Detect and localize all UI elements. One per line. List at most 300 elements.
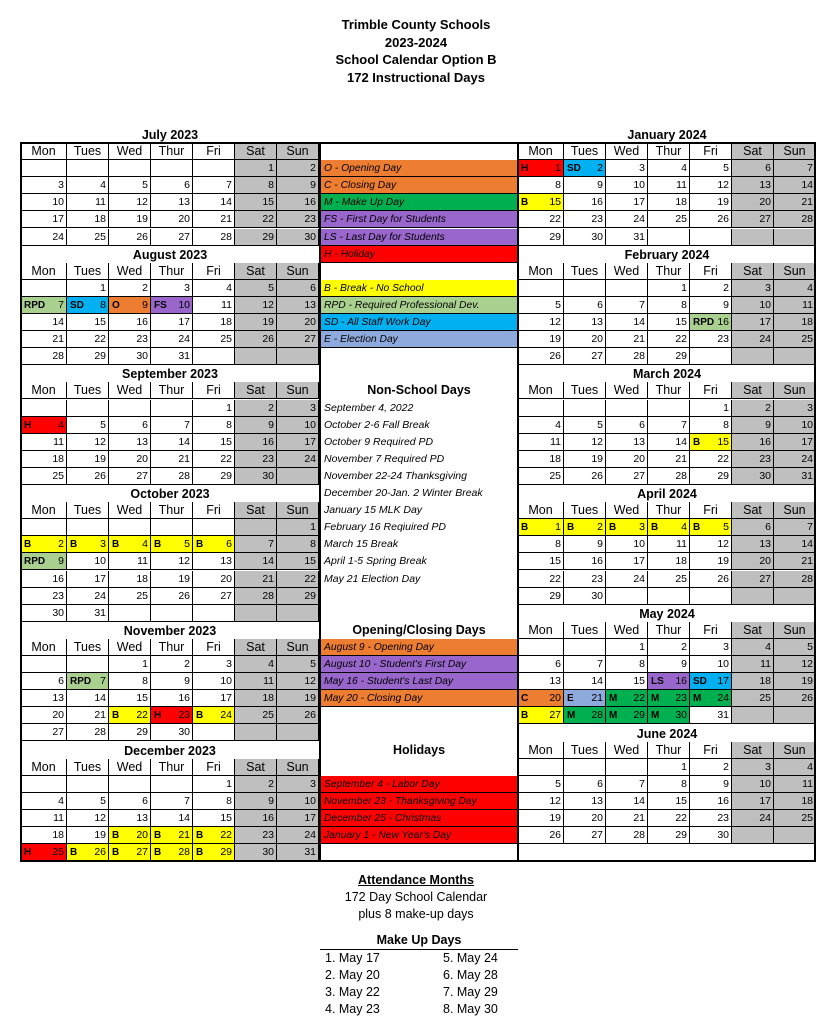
weekday-header: Wed: [109, 759, 151, 776]
day-number: 26: [591, 469, 603, 482]
day-number: 6: [310, 281, 316, 294]
weekday-header: Sun: [277, 502, 319, 519]
weekday-header: Tues: [564, 143, 606, 160]
day-number: 13: [52, 692, 64, 705]
day-number: 8: [100, 298, 106, 311]
day-number: 8: [310, 538, 316, 551]
day-number: 25: [801, 811, 813, 824]
weekday-header: Sat: [235, 143, 277, 160]
day-number: 24: [633, 572, 645, 585]
weekday-header: Fri: [690, 502, 732, 519]
weekday-header: Wed: [109, 502, 151, 519]
month-title: March 2024: [632, 367, 702, 382]
day-number: 17: [178, 316, 190, 328]
legend-item: SD - All Staff Work Day: [320, 314, 518, 331]
day-number: 30: [591, 230, 603, 243]
month-title: April 2024: [637, 487, 697, 502]
day-number: 22: [304, 572, 316, 585]
weekday-header: Mon: [21, 143, 67, 160]
day-number: 3: [310, 401, 316, 414]
calendar-option: School Calendar Option B: [335, 52, 497, 67]
non-school-item: April 1-5 Spring Break: [324, 555, 427, 568]
legend-spacer: [320, 263, 518, 280]
day-number: 9: [723, 777, 729, 790]
day-number: 28: [801, 213, 813, 226]
day-number: 21: [178, 829, 190, 841]
day-number: 29: [717, 469, 729, 482]
holidays-title: Holidays: [392, 742, 446, 757]
day-number: 6: [226, 538, 232, 551]
day-number: 12: [549, 794, 561, 807]
day-number: 28: [178, 469, 190, 482]
day-number: 12: [94, 435, 106, 448]
day-number: 15: [549, 555, 561, 568]
weekday-header: Fri: [690, 742, 732, 759]
day-number: 14: [220, 196, 232, 209]
day-code-label: B: [196, 539, 204, 551]
day-number: 10: [759, 298, 771, 311]
weekday-header: Sat: [235, 382, 277, 399]
weekday-header: Mon: [21, 263, 67, 280]
day-number: 19: [262, 316, 274, 328]
day-number: 29: [94, 350, 106, 363]
month-title: February 2024: [624, 247, 710, 262]
day-number: 24: [633, 213, 645, 226]
weekday-header: Wed: [109, 382, 151, 399]
day-number: 22: [94, 333, 106, 346]
opening-closing-item: May 20 - Closing Day: [320, 690, 518, 707]
holiday-item: December 25 - Christmas: [320, 810, 518, 827]
day-number: 5: [310, 658, 316, 670]
weekday-header: Sat: [235, 759, 277, 776]
legend-item: C - Closing Day: [320, 177, 518, 194]
day-code-label: C: [521, 693, 529, 705]
day-number: 14: [801, 179, 813, 192]
weekday-header: Thur: [648, 502, 690, 519]
opening-closing-item: August 9 - Opening Day: [320, 639, 518, 656]
weekday-header: Tues: [564, 622, 606, 639]
day-number: 20: [549, 692, 561, 705]
legend-item: M - Make Up Day: [320, 194, 518, 211]
day-code-label: B: [693, 436, 701, 448]
day-number: 23: [591, 213, 603, 226]
day-number: 27: [178, 230, 190, 243]
opening-closing-item: May 16 - Student's Last Day: [320, 673, 518, 690]
day-number: 18: [549, 452, 561, 465]
day-number: 14: [801, 538, 813, 551]
weekday-header: Thur: [648, 143, 690, 160]
day-number: 20: [136, 829, 148, 841]
day-number: 14: [262, 555, 274, 568]
weekday-header: Sat: [235, 263, 277, 280]
weekday-header: Sun: [277, 639, 319, 656]
day-number: 25: [52, 846, 64, 859]
weekday-header: Wed: [109, 143, 151, 160]
day-number: 4: [807, 281, 813, 294]
day-number: 23: [675, 692, 687, 705]
month-title: December 2023: [124, 743, 216, 758]
day-number: 23: [262, 829, 274, 841]
weekday-header: Wed: [606, 382, 648, 399]
day-number: 27: [136, 469, 148, 482]
day-number: 17: [220, 692, 232, 705]
month-title: September 2023: [122, 367, 218, 382]
day-number: 21: [591, 692, 603, 705]
day-number: 10: [633, 179, 645, 192]
day-number: 16: [591, 196, 603, 209]
month-title: June 2024: [636, 726, 698, 741]
day-number: 10: [52, 196, 64, 209]
non-school-title: Non-School Days: [367, 383, 471, 398]
day-number: 5: [807, 640, 813, 653]
day-number: 13: [220, 555, 232, 568]
day-number: 16: [52, 572, 64, 585]
day-number: 6: [58, 675, 64, 688]
day-number: 24: [801, 452, 813, 465]
day-number: 26: [136, 230, 148, 243]
day-code-label: H: [24, 419, 32, 431]
day-code-label: M: [609, 710, 618, 722]
weekday-header: Sun: [774, 382, 816, 399]
day-number: 6: [597, 298, 603, 311]
day-number: 25: [94, 230, 106, 243]
day-number: 20: [591, 333, 603, 346]
weekday-header: Mon: [518, 263, 564, 280]
day-number: 12: [717, 538, 729, 551]
day-number: 26: [717, 213, 729, 226]
weekday-header: Wed: [109, 263, 151, 280]
day-number: 22: [633, 692, 645, 705]
day-number: 2: [184, 658, 190, 670]
day-number: 9: [765, 418, 771, 431]
non-school-item: September 4, 2022: [324, 401, 414, 414]
day-number: 4: [765, 640, 771, 653]
non-school-item: May 21 Election Day: [324, 572, 421, 585]
day-number: 29: [549, 230, 561, 243]
day-number: 29: [220, 846, 232, 859]
day-number: 9: [310, 179, 316, 192]
day-number: 1: [226, 777, 232, 790]
day-number: 20: [591, 811, 603, 824]
day-number: 21: [52, 333, 64, 346]
makeup-day-item: 6. May 28: [443, 968, 498, 983]
weekday-header: Sun: [774, 622, 816, 639]
day-number: 5: [268, 281, 274, 294]
day-number: 27: [304, 333, 316, 346]
day-code-label: M: [567, 710, 576, 722]
day-number: 8: [226, 794, 232, 807]
day-number: 19: [94, 452, 106, 465]
day-number: 4: [681, 162, 687, 175]
day-number: 23: [759, 452, 771, 465]
weekday-header: Thur: [151, 143, 193, 160]
day-number: 15: [262, 196, 274, 209]
day-number: 19: [136, 213, 148, 226]
day-number: 7: [268, 538, 274, 551]
day-number: 16: [262, 435, 274, 448]
day-number: 12: [304, 675, 316, 688]
day-number: 2: [268, 401, 274, 414]
day-code-label: B: [154, 539, 162, 551]
day-number: 29: [675, 350, 687, 363]
makeup-day-item: 4. May 23: [325, 1002, 380, 1017]
day-number: 5: [723, 162, 729, 175]
day-number: 5: [100, 418, 106, 431]
weekday-header: Thur: [648, 382, 690, 399]
day-number: 6: [555, 658, 561, 670]
weekday-header: Sat: [732, 382, 774, 399]
weekday-header: Fri: [193, 143, 235, 160]
day-code-label: H: [521, 163, 529, 175]
day-number: 2: [268, 777, 274, 790]
weekday-header: Wed: [606, 143, 648, 160]
day-number: 26: [549, 829, 561, 841]
weekday-header: Sat: [235, 639, 277, 656]
day-number: 11: [802, 298, 813, 311]
day-number: 11: [676, 538, 687, 551]
legend-item: B - Break - No School: [320, 280, 518, 297]
day-number: 3: [100, 538, 106, 551]
day-number: 16: [717, 794, 729, 807]
day-number: 18: [801, 794, 813, 807]
day-number: 17: [801, 435, 813, 448]
day-number: 19: [717, 555, 729, 568]
day-number: 26: [178, 589, 190, 602]
day-number: 18: [262, 692, 274, 705]
day-number: 6: [765, 162, 771, 175]
day-number: 12: [801, 658, 813, 670]
day-code-label: B: [521, 710, 529, 722]
day-number: 22: [549, 572, 561, 585]
month-title: January 2024: [627, 128, 707, 142]
weekday-header: Fri: [193, 382, 235, 399]
day-code-label: M: [609, 693, 618, 705]
weekday-header: Fri: [690, 263, 732, 280]
weekday-header: Tues: [564, 742, 606, 759]
weekday-header: Mon: [518, 502, 564, 519]
weekday-header: Wed: [606, 263, 648, 280]
day-number: 26: [94, 469, 106, 482]
weekday-header: Mon: [518, 382, 564, 399]
day-number: 1: [723, 401, 729, 414]
day-number: 24: [304, 452, 316, 465]
day-number: 25: [220, 333, 232, 346]
day-number: 17: [304, 435, 316, 448]
day-number: 27: [633, 469, 645, 482]
weekday-header: Sun: [774, 263, 816, 280]
day-number: 31: [304, 846, 316, 859]
day-number: 11: [760, 658, 771, 670]
weekday-header: Tues: [67, 502, 109, 519]
day-number: 20: [220, 572, 232, 585]
day-number: 29: [675, 829, 687, 841]
non-school-item: December 20-Jan. 2 Winter Break: [324, 487, 483, 499]
day-number: 24: [304, 829, 316, 841]
day-number: 27: [759, 572, 771, 585]
day-number: 28: [262, 589, 274, 602]
day-number: 12: [136, 196, 148, 209]
day-number: 3: [226, 658, 232, 670]
day-number: 23: [304, 213, 316, 226]
weekday-header: Sat: [732, 742, 774, 759]
day-number: 11: [802, 777, 813, 790]
day-number: 10: [801, 418, 813, 431]
day-code-label: B: [154, 830, 162, 841]
day-number: 31: [633, 230, 645, 243]
day-code-label: B: [196, 847, 204, 859]
day-number: 15: [717, 435, 729, 448]
day-number: 26: [549, 350, 561, 363]
day-number: 24: [52, 230, 64, 243]
day-number: 28: [675, 469, 687, 482]
day-number: 3: [723, 640, 729, 653]
day-number: 25: [52, 469, 64, 482]
day-number: 24: [94, 589, 106, 602]
day-number: 15: [633, 675, 645, 688]
day-number: 21: [675, 452, 687, 465]
holiday-item: September 4 - Labor Day: [320, 776, 518, 793]
day-number: 8: [681, 777, 687, 790]
day-code-label: B: [196, 830, 204, 841]
day-number: 2: [310, 162, 316, 175]
weekday-header: Fri: [690, 622, 732, 639]
day-number: 22: [675, 811, 687, 824]
weekday-header: Mon: [518, 742, 564, 759]
day-number: 24: [220, 709, 232, 722]
day-number: 24: [759, 811, 771, 824]
day-number: 16: [717, 316, 729, 328]
day-number: 7: [807, 162, 813, 175]
day-number: 10: [717, 658, 729, 670]
middle-column-left-border: [319, 143, 321, 861]
day-number: 14: [94, 692, 106, 705]
day-code-label: B: [70, 539, 78, 551]
weekday-header: Tues: [67, 382, 109, 399]
month-title: May 2024: [639, 606, 695, 621]
day-number: 20: [759, 196, 771, 209]
day-code-label: M: [693, 693, 702, 705]
day-number: 28: [220, 230, 232, 243]
day-number: 15: [220, 811, 232, 824]
day-number: 16: [591, 555, 603, 568]
day-number: 23: [178, 709, 190, 722]
day-number: 3: [310, 777, 316, 790]
day-number: 30: [304, 230, 316, 243]
day-number: 1: [555, 521, 561, 534]
weekday-header: Tues: [564, 263, 606, 280]
day-number: 14: [633, 794, 645, 807]
day-code-label: B: [112, 830, 120, 841]
non-school-item: October 2-6 Fall Break: [324, 418, 430, 431]
opening-closing-title: Opening/Closing Days: [352, 622, 486, 637]
month-title: August 2023: [132, 247, 208, 262]
day-number: 20: [633, 452, 645, 465]
attendance-title: Attendance Months: [358, 873, 474, 887]
day-number: 12: [94, 811, 106, 824]
weekday-header: Wed: [606, 742, 648, 759]
non-school-item: November 22-24 Thanksgiving: [324, 469, 467, 482]
day-number: 21: [178, 452, 190, 465]
month-title: July 2023: [141, 128, 199, 142]
day-number: 6: [597, 777, 603, 790]
weekday-header: Mon: [518, 622, 564, 639]
day-number: 17: [633, 196, 645, 209]
day-number: 6: [639, 418, 645, 431]
weekday-header: Thur: [151, 382, 193, 399]
legend-item: H - Holiday: [320, 246, 518, 263]
day-number: 26: [717, 572, 729, 585]
day-number: 19: [94, 829, 106, 841]
day-number: 3: [639, 162, 645, 175]
makeup-day-item: 5. May 24: [443, 951, 498, 965]
weekday-header: Sun: [277, 382, 319, 399]
weekday-header: Thur: [151, 639, 193, 656]
day-number: 10: [178, 298, 190, 311]
day-number: 21: [633, 333, 645, 346]
day-number: 24: [759, 333, 771, 346]
day-number: 30: [178, 726, 190, 739]
day-number: 5: [142, 179, 148, 192]
non-school-item: January 15 MLK Day: [324, 504, 423, 517]
day-number: 18: [759, 675, 771, 688]
day-code-label: H: [154, 710, 162, 722]
day-number: 13: [136, 811, 148, 824]
day-number: 4: [142, 538, 148, 551]
day-number: 15: [304, 555, 316, 568]
month-title: November 2023: [123, 623, 217, 638]
day-number: 3: [807, 401, 813, 414]
day-code-label: SD: [567, 163, 581, 175]
day-code-label: B: [24, 539, 32, 551]
day-number: 27: [591, 829, 603, 841]
day-code-label: B: [112, 847, 120, 859]
attendance-line1: 172 Day School Calendar: [344, 890, 488, 904]
weekday-header: Tues: [67, 143, 109, 160]
day-number: 17: [52, 213, 64, 226]
makeup-day-item: 7. May 29: [443, 985, 498, 1000]
day-number: 1: [142, 658, 148, 670]
day-number: 21: [262, 572, 274, 585]
day-number: 8: [555, 538, 561, 551]
day-number: 24: [717, 692, 729, 705]
day-number: 22: [717, 452, 729, 465]
day-number: 31: [178, 350, 190, 363]
day-number: 4: [58, 418, 64, 431]
day-number: 15: [675, 316, 687, 328]
day-number: 8: [555, 179, 561, 192]
weekday-header: Wed: [606, 502, 648, 519]
day-code-label: B: [112, 539, 120, 551]
day-number: 7: [58, 298, 64, 311]
legend-item: O - Opening Day: [320, 160, 518, 177]
makeup-day-item: 8. May 30: [443, 1002, 498, 1017]
day-code-label: B: [693, 522, 701, 534]
day-code-label: B: [196, 710, 204, 722]
day-code-label: B: [112, 710, 120, 722]
day-number: 5: [555, 777, 561, 790]
opening-closing-item: August 10 - Student's First Day: [320, 656, 518, 673]
day-number: 16: [759, 435, 771, 448]
day-number: 27: [136, 846, 148, 859]
day-number: 28: [633, 829, 645, 841]
day-number: 30: [52, 606, 64, 619]
weekday-header: Fri: [690, 143, 732, 160]
day-number: 23: [136, 333, 148, 346]
day-number: 1: [268, 162, 274, 175]
day-number: 13: [759, 538, 771, 551]
weekday-header: Fri: [193, 759, 235, 776]
day-number: 26: [94, 846, 106, 859]
